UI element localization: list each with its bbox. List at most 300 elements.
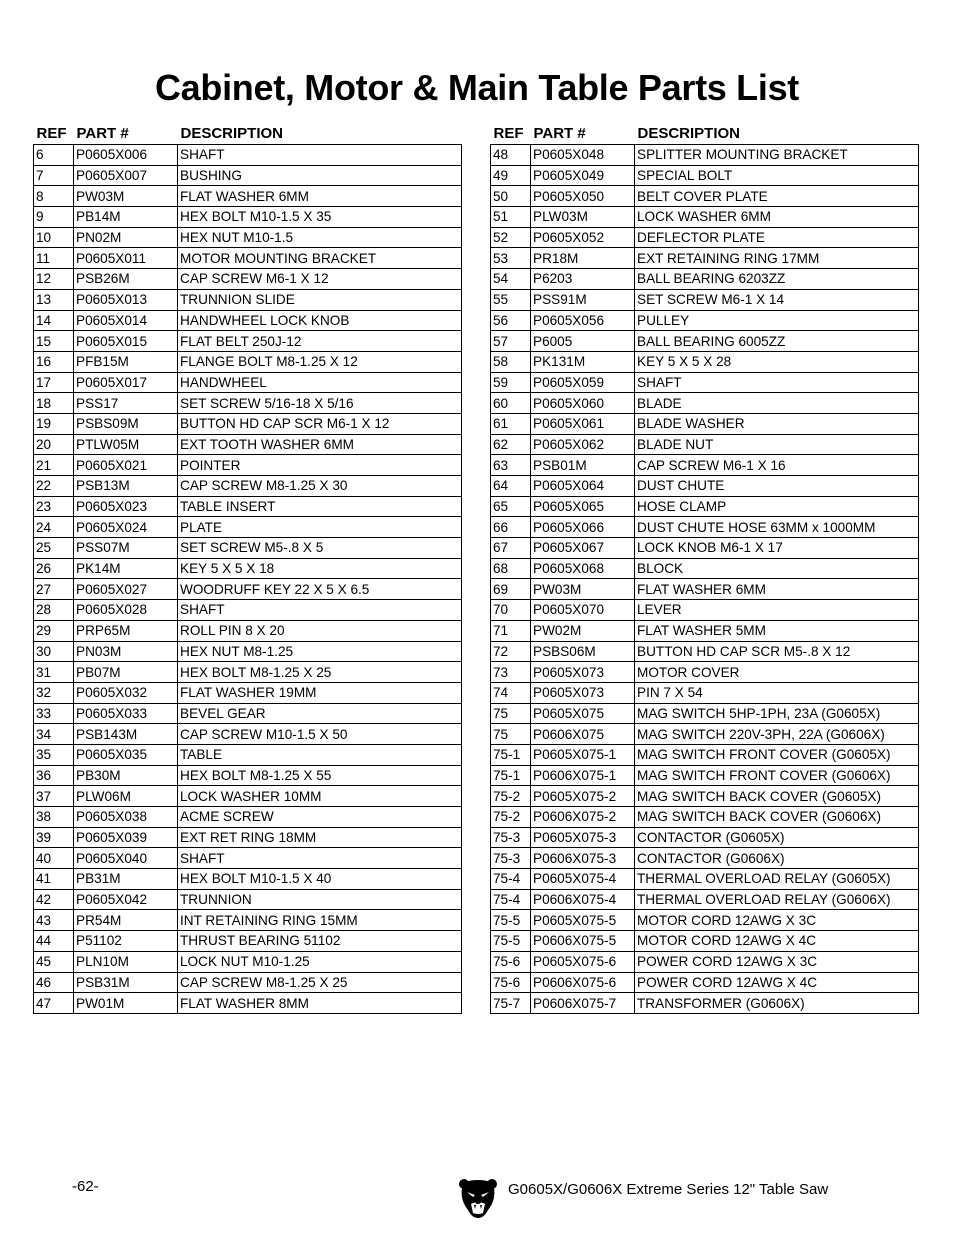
cell-description: THERMAL OVERLOAD RELAY (G0606X) xyxy=(635,889,919,910)
cell-part-number: P0605X060 xyxy=(531,393,635,414)
cell-description: TABLE INSERT xyxy=(178,496,462,517)
cell-part-number: PSB26M xyxy=(74,269,178,290)
cell-description: FLAT WASHER 6MM xyxy=(635,579,919,600)
table-row xyxy=(34,786,462,807)
cell-ref: 44 xyxy=(34,931,74,952)
cell-ref: 49 xyxy=(491,165,531,186)
cell-part-number: PB14M xyxy=(74,207,178,228)
table-row xyxy=(491,993,919,1014)
cell-ref: 63 xyxy=(491,455,531,476)
cell-description: MOTOR COVER xyxy=(635,662,919,683)
cell-description: SPLITTER MOUNTING BRACKET xyxy=(635,145,919,166)
cell-part-number: PSB143M xyxy=(74,724,178,745)
cell-ref: 71 xyxy=(491,620,531,641)
table-row xyxy=(34,620,462,641)
cell-description: BUTTON HD CAP SCR M5-.8 X 12 xyxy=(635,641,919,662)
bear-head-icon xyxy=(458,1176,498,1220)
cell-ref: 75 xyxy=(491,703,531,724)
cell-part-number: P0605X067 xyxy=(531,538,635,559)
cell-ref: 75-3 xyxy=(491,827,531,848)
cell-ref: 33 xyxy=(34,703,74,724)
cell-part-number: PSB13M xyxy=(74,476,178,497)
table-row xyxy=(491,145,919,166)
cell-part-number: PW02M xyxy=(531,620,635,641)
cell-ref: 20 xyxy=(34,434,74,455)
cell-ref: 72 xyxy=(491,641,531,662)
cell-description: HANDWHEEL xyxy=(178,372,462,393)
cell-ref: 75-1 xyxy=(491,744,531,765)
cell-ref: 12 xyxy=(34,269,74,290)
cell-description: LOCK NUT M10-1.25 xyxy=(178,951,462,972)
cell-description: WOODRUFF KEY 22 X 5 X 6.5 xyxy=(178,579,462,600)
cell-part-number: P0605X033 xyxy=(74,703,178,724)
cell-part-number: P0605X075-6 xyxy=(531,951,635,972)
cell-description: SET SCREW M5-.8 X 5 xyxy=(178,538,462,559)
cell-part-number: P0605X056 xyxy=(531,310,635,331)
cell-description: THRUST BEARING 51102 xyxy=(178,931,462,952)
table-row xyxy=(34,476,462,497)
cell-part-number: P0605X065 xyxy=(531,496,635,517)
cell-ref: 75-5 xyxy=(491,910,531,931)
cell-ref: 10 xyxy=(34,227,74,248)
cell-part-number: P0605X075-5 xyxy=(531,910,635,931)
manual-title: G0605X/G0606X Extreme Series 12" Table Saw xyxy=(508,1181,829,1198)
table-row xyxy=(34,248,462,269)
cell-description: HEX BOLT M10-1.5 X 40 xyxy=(178,869,462,890)
table-row xyxy=(491,434,919,455)
cell-part-number: PSS07M xyxy=(74,538,178,559)
cell-description: PULLEY xyxy=(635,310,919,331)
cell-ref: 46 xyxy=(34,972,74,993)
cell-part-number: PSB01M xyxy=(531,455,635,476)
cell-description: MAG SWITCH FRONT COVER (G0606X) xyxy=(635,765,919,786)
cell-ref: 26 xyxy=(34,558,74,579)
cell-part-number: PW01M xyxy=(74,993,178,1014)
cell-ref: 70 xyxy=(491,600,531,621)
cell-ref: 48 xyxy=(491,145,531,166)
cell-part-number: P0605X068 xyxy=(531,558,635,579)
cell-part-number: P0606X075-2 xyxy=(531,807,635,828)
cell-description: FLAT WASHER 8MM xyxy=(178,993,462,1014)
cell-description: CONTACTOR (G0605X) xyxy=(635,827,919,848)
cell-part-number: P0605X049 xyxy=(531,165,635,186)
cell-ref: 27 xyxy=(34,579,74,600)
cell-ref: 11 xyxy=(34,248,74,269)
header-ref: REF xyxy=(493,125,524,142)
cell-ref: 73 xyxy=(491,662,531,683)
cell-part-number: P0605X024 xyxy=(74,517,178,538)
cell-part-number: P0606X075 xyxy=(531,724,635,745)
cell-part-number: P0605X062 xyxy=(531,434,635,455)
cell-ref: 25 xyxy=(34,538,74,559)
cell-part-number: P0605X075-4 xyxy=(531,869,635,890)
cell-description: LOCK WASHER 6MM xyxy=(635,207,919,228)
cell-ref: 18 xyxy=(34,393,74,414)
cell-ref: 19 xyxy=(34,413,74,434)
table-header-row xyxy=(34,120,462,145)
cell-part-number: P0605X040 xyxy=(74,848,178,869)
table-row xyxy=(491,269,919,290)
table-row xyxy=(491,641,919,662)
cell-description: CAP SCREW M10-1.5 X 50 xyxy=(178,724,462,745)
cell-ref: 67 xyxy=(491,538,531,559)
table-row xyxy=(34,910,462,931)
cell-part-number: P0605X070 xyxy=(531,600,635,621)
cell-description: SHAFT xyxy=(178,145,462,166)
table-row xyxy=(491,186,919,207)
table-row xyxy=(34,331,462,352)
cell-part-number: PSBS06M xyxy=(531,641,635,662)
cell-part-number: P0605X048 xyxy=(531,145,635,166)
cell-ref: 39 xyxy=(34,827,74,848)
cell-description: EXT TOOTH WASHER 6MM xyxy=(178,434,462,455)
cell-description: KEY 5 X 5 X 28 xyxy=(635,351,919,372)
table-row xyxy=(34,889,462,910)
cell-part-number: PSS91M xyxy=(531,289,635,310)
table-row xyxy=(34,227,462,248)
table-row xyxy=(491,165,919,186)
table-row xyxy=(34,827,462,848)
cell-part-number: P0605X007 xyxy=(74,165,178,186)
table-row xyxy=(34,186,462,207)
cell-part-number: PW03M xyxy=(531,579,635,600)
cell-description: SHAFT xyxy=(178,600,462,621)
table-row xyxy=(491,413,919,434)
cell-ref: 29 xyxy=(34,620,74,641)
cell-description: DUST CHUTE HOSE 63MM x 1000MM xyxy=(635,517,919,538)
cell-ref: 24 xyxy=(34,517,74,538)
cell-description: POWER CORD 12AWG X 3C xyxy=(635,951,919,972)
table-row xyxy=(34,289,462,310)
table-row xyxy=(491,662,919,683)
cell-description: BEVEL GEAR xyxy=(178,703,462,724)
cell-ref: 28 xyxy=(34,600,74,621)
cell-description: LOCK WASHER 10MM xyxy=(178,786,462,807)
cell-description: MOTOR CORD 12AWG X 3C xyxy=(635,910,919,931)
cell-description: SET SCREW 5/16-18 X 5/16 xyxy=(178,393,462,414)
table-row xyxy=(34,269,462,290)
cell-part-number: P0605X052 xyxy=(531,227,635,248)
table-row xyxy=(34,165,462,186)
cell-ref: 75 xyxy=(491,724,531,745)
cell-description: CAP SCREW M8-1.25 X 25 xyxy=(178,972,462,993)
cell-part-number: PSS17 xyxy=(74,393,178,414)
cell-part-number: P0605X027 xyxy=(74,579,178,600)
cell-part-number: P0605X042 xyxy=(74,889,178,910)
cell-description: HEX BOLT M8-1.25 X 55 xyxy=(178,765,462,786)
cell-part-number: P0605X032 xyxy=(74,682,178,703)
cell-description: SPECIAL BOLT xyxy=(635,165,919,186)
cell-description: PIN 7 X 54 xyxy=(635,682,919,703)
cell-ref: 21 xyxy=(34,455,74,476)
cell-part-number: PB30M xyxy=(74,765,178,786)
cell-description: HEX BOLT M10-1.5 X 35 xyxy=(178,207,462,228)
table-row xyxy=(34,641,462,662)
cell-description: TRUNNION xyxy=(178,889,462,910)
table-row xyxy=(491,248,919,269)
table-row xyxy=(491,951,919,972)
cell-ref: 74 xyxy=(491,682,531,703)
cell-ref: 53 xyxy=(491,248,531,269)
cell-part-number: P0605X021 xyxy=(74,455,178,476)
cell-ref: 15 xyxy=(34,331,74,352)
cell-description: HEX BOLT M8-1.25 X 25 xyxy=(178,662,462,683)
cell-ref: 65 xyxy=(491,496,531,517)
cell-ref: 50 xyxy=(491,186,531,207)
table-row xyxy=(491,807,919,828)
parts-table-right-body xyxy=(491,145,919,1014)
cell-ref: 6 xyxy=(34,145,74,166)
cell-part-number: PK14M xyxy=(74,558,178,579)
cell-description: MOTOR CORD 12AWG X 4C xyxy=(635,931,919,952)
cell-ref: 75-2 xyxy=(491,786,531,807)
cell-part-number: P0605X011 xyxy=(74,248,178,269)
table-row xyxy=(491,538,919,559)
cell-part-number: P0605X075 xyxy=(531,703,635,724)
cell-ref: 40 xyxy=(34,848,74,869)
cell-description: POWER CORD 12AWG X 4C xyxy=(635,972,919,993)
table-row xyxy=(491,207,919,228)
cell-ref: 13 xyxy=(34,289,74,310)
cell-description: DUST CHUTE xyxy=(635,476,919,497)
cell-part-number: P0605X075-2 xyxy=(531,786,635,807)
cell-part-number: P0605X075-1 xyxy=(531,744,635,765)
cell-ref: 14 xyxy=(34,310,74,331)
cell-part-number: PLN10M xyxy=(74,951,178,972)
cell-description: INT RETAINING RING 15MM xyxy=(178,910,462,931)
table-row xyxy=(34,744,462,765)
table-row xyxy=(34,662,462,683)
table-row xyxy=(491,496,919,517)
cell-part-number: P0606X075-1 xyxy=(531,765,635,786)
cell-part-number: PLW06M xyxy=(74,786,178,807)
cell-ref: 51 xyxy=(491,207,531,228)
cell-part-number: P0605X015 xyxy=(74,331,178,352)
cell-part-number: PN02M xyxy=(74,227,178,248)
table-row xyxy=(491,310,919,331)
cell-description: TRUNNION SLIDE xyxy=(178,289,462,310)
cell-description: BLADE WASHER xyxy=(635,413,919,434)
cell-ref: 61 xyxy=(491,413,531,434)
cell-part-number: P0605X064 xyxy=(531,476,635,497)
cell-description: BALL BEARING 6005ZZ xyxy=(635,331,919,352)
table-row xyxy=(491,517,919,538)
cell-ref: 35 xyxy=(34,744,74,765)
cell-part-number: PN03M xyxy=(74,641,178,662)
table-row xyxy=(34,207,462,228)
cell-ref: 64 xyxy=(491,476,531,497)
cell-ref: 68 xyxy=(491,558,531,579)
parts-table-left xyxy=(33,120,462,1014)
cell-description: THERMAL OVERLOAD RELAY (G0605X) xyxy=(635,869,919,890)
table-row xyxy=(34,310,462,331)
cell-ref: 58 xyxy=(491,351,531,372)
cell-description: HANDWHEEL LOCK KNOB xyxy=(178,310,462,331)
cell-ref: 75-2 xyxy=(491,807,531,828)
cell-description: MAG SWITCH BACK COVER (G0606X) xyxy=(635,807,919,828)
header-part: PART # xyxy=(76,125,129,142)
cell-description: SHAFT xyxy=(635,372,919,393)
cell-description: EXT RETAINING RING 17MM xyxy=(635,248,919,269)
cell-ref: 75-3 xyxy=(491,848,531,869)
cell-part-number: P0605X023 xyxy=(74,496,178,517)
cell-description: CAP SCREW M6-1 X 12 xyxy=(178,269,462,290)
table-row xyxy=(34,931,462,952)
cell-ref: 34 xyxy=(34,724,74,745)
cell-description: FLANGE BOLT M8-1.25 X 12 xyxy=(178,351,462,372)
table-row xyxy=(491,372,919,393)
table-row xyxy=(491,765,919,786)
cell-description: BUTTON HD CAP SCR M6-1 X 12 xyxy=(178,413,462,434)
header-description: DESCRIPTION xyxy=(180,125,284,142)
cell-description: FLAT WASHER 6MM xyxy=(178,186,462,207)
cell-description: CONTACTOR (G0606X) xyxy=(635,848,919,869)
cell-part-number: P0605X038 xyxy=(74,807,178,828)
cell-description: MAG SWITCH FRONT COVER (G0605X) xyxy=(635,744,919,765)
cell-ref: 16 xyxy=(34,351,74,372)
cell-part-number: PRP65M xyxy=(74,620,178,641)
cell-part-number: P51102 xyxy=(74,931,178,952)
table-row xyxy=(491,393,919,414)
cell-description: LOCK KNOB M6-1 X 17 xyxy=(635,538,919,559)
table-row xyxy=(34,393,462,414)
table-row xyxy=(34,993,462,1014)
cell-part-number: P0605X017 xyxy=(74,372,178,393)
table-row xyxy=(34,558,462,579)
table-row xyxy=(34,434,462,455)
cell-part-number: P0605X028 xyxy=(74,600,178,621)
cell-description: LEVER xyxy=(635,600,919,621)
table-row xyxy=(34,351,462,372)
cell-ref: 62 xyxy=(491,434,531,455)
cell-ref: 8 xyxy=(34,186,74,207)
cell-part-number: P0605X073 xyxy=(531,662,635,683)
table-row xyxy=(491,476,919,497)
cell-description: SHAFT xyxy=(178,848,462,869)
page-number: -62- xyxy=(72,1178,99,1195)
table-row xyxy=(491,869,919,890)
cell-description: FLAT WASHER 5MM xyxy=(635,620,919,641)
cell-description: BLADE xyxy=(635,393,919,414)
header-description: DESCRIPTION xyxy=(637,125,741,142)
table-row xyxy=(34,145,462,166)
table-row xyxy=(34,372,462,393)
table-row xyxy=(34,682,462,703)
cell-part-number: P0605X059 xyxy=(531,372,635,393)
cell-description: FLAT BELT 250J-12 xyxy=(178,331,462,352)
cell-part-number: P0605X006 xyxy=(74,145,178,166)
table-row xyxy=(34,972,462,993)
cell-ref: 17 xyxy=(34,372,74,393)
cell-ref: 75-4 xyxy=(491,889,531,910)
table-row xyxy=(491,620,919,641)
table-row xyxy=(491,744,919,765)
cell-part-number: P0606X075-7 xyxy=(531,993,635,1014)
table-row xyxy=(491,331,919,352)
table-row xyxy=(34,869,462,890)
table-row xyxy=(34,951,462,972)
header-ref: REF xyxy=(36,125,67,142)
cell-part-number: P0605X014 xyxy=(74,310,178,331)
cell-part-number: P0605X066 xyxy=(531,517,635,538)
table-row xyxy=(491,786,919,807)
table-row xyxy=(34,538,462,559)
cell-part-number: PW03M xyxy=(74,186,178,207)
cell-part-number: P0605X050 xyxy=(531,186,635,207)
cell-part-number: PFB15M xyxy=(74,351,178,372)
cell-description: HEX NUT M10-1.5 xyxy=(178,227,462,248)
cell-description: EXT RET RING 18MM xyxy=(178,827,462,848)
cell-description: MAG SWITCH 5HP-1PH, 23A (G0605X) xyxy=(635,703,919,724)
cell-ref: 9 xyxy=(34,207,74,228)
cell-ref: 75-5 xyxy=(491,931,531,952)
cell-description: ROLL PIN 8 X 20 xyxy=(178,620,462,641)
cell-ref: 47 xyxy=(34,993,74,1014)
table-row xyxy=(34,517,462,538)
cell-ref: 30 xyxy=(34,641,74,662)
cell-part-number: P0605X075-3 xyxy=(531,827,635,848)
cell-description: BLOCK xyxy=(635,558,919,579)
cell-part-number: PSBS09M xyxy=(74,413,178,434)
cell-part-number: PK131M xyxy=(531,351,635,372)
cell-ref: 54 xyxy=(491,269,531,290)
cell-part-number: P0605X039 xyxy=(74,827,178,848)
table-row xyxy=(34,848,462,869)
table-row xyxy=(491,289,919,310)
table-row xyxy=(34,455,462,476)
cell-part-number: PTLW05M xyxy=(74,434,178,455)
table-row xyxy=(34,600,462,621)
table-row xyxy=(491,600,919,621)
cell-ref: 75-4 xyxy=(491,869,531,890)
cell-ref: 75-6 xyxy=(491,951,531,972)
cell-description: BALL BEARING 6203ZZ xyxy=(635,269,919,290)
table-row xyxy=(34,807,462,828)
table-row xyxy=(491,910,919,931)
cell-ref: 69 xyxy=(491,579,531,600)
cell-ref: 55 xyxy=(491,289,531,310)
parts-table-right xyxy=(490,120,919,1014)
cell-description: TABLE xyxy=(178,744,462,765)
cell-ref: 56 xyxy=(491,310,531,331)
cell-part-number: PR18M xyxy=(531,248,635,269)
cell-ref: 23 xyxy=(34,496,74,517)
table-row xyxy=(491,827,919,848)
cell-description: HEX NUT M8-1.25 xyxy=(178,641,462,662)
parts-table-left-column xyxy=(33,120,461,1014)
cell-part-number: P6203 xyxy=(531,269,635,290)
cell-part-number: P0605X073 xyxy=(531,682,635,703)
cell-part-number: PR54M xyxy=(74,910,178,931)
cell-description: KEY 5 X 5 X 18 xyxy=(178,558,462,579)
table-row xyxy=(34,724,462,745)
cell-part-number: P0606X075-5 xyxy=(531,931,635,952)
table-row xyxy=(34,413,462,434)
cell-part-number: P6005 xyxy=(531,331,635,352)
cell-description: PLATE xyxy=(178,517,462,538)
cell-ref: 52 xyxy=(491,227,531,248)
table-row xyxy=(491,972,919,993)
cell-ref: 66 xyxy=(491,517,531,538)
table-row xyxy=(34,703,462,724)
cell-description: TRANSFORMER (G0606X) xyxy=(635,993,919,1014)
table-row xyxy=(491,455,919,476)
cell-description: FLAT WASHER 19MM xyxy=(178,682,462,703)
header-part: PART # xyxy=(533,125,586,142)
cell-description: MAG SWITCH 220V-3PH, 22A (G0606X) xyxy=(635,724,919,745)
table-row xyxy=(491,848,919,869)
cell-part-number: P0605X013 xyxy=(74,289,178,310)
